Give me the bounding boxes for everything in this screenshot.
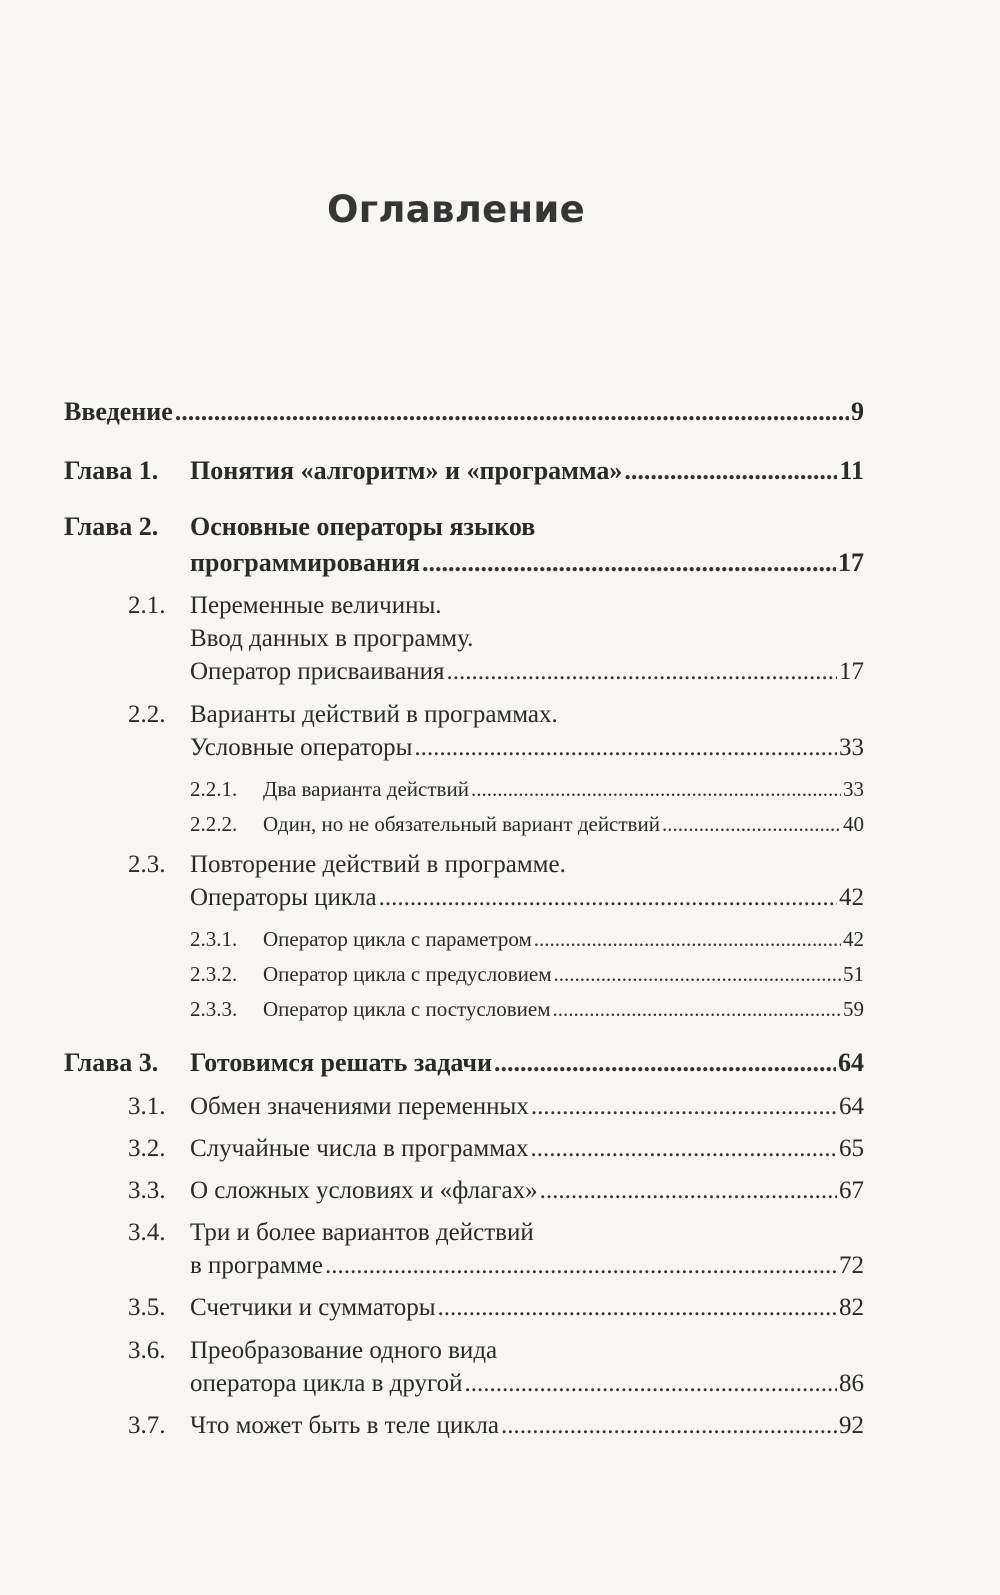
dot-leader <box>534 923 841 955</box>
toc-entry-title: О сложных условиях и «флагах» <box>190 1177 538 1204</box>
toc-page-number: 72 <box>839 1252 864 1279</box>
toc-entry-section-3-2[interactable] <box>0 1133 1000 1165</box>
toc-entry-section-2-3[interactable] <box>0 849 1000 881</box>
dot-leader <box>175 396 849 428</box>
toc-entry-subsection-2-3-1[interactable] <box>0 923 1000 955</box>
toc-page-number: 59 <box>843 997 864 1021</box>
toc-page-number: 65 <box>839 1135 864 1162</box>
toc-page-number: 9 <box>851 397 864 426</box>
toc-entry-title: в программе <box>190 1252 324 1279</box>
toc-section-number: 3.4. <box>128 1219 166 1246</box>
toc-entry-title: Понятия «алгоритм» и «программа» <box>190 456 623 485</box>
toc-section-number: 2.1. <box>128 592 166 619</box>
toc-page-number: 40 <box>843 812 864 836</box>
dot-leader <box>471 773 841 805</box>
dot-leader <box>438 1292 837 1324</box>
toc-entry-title: Оператор цикла с предусловием <box>263 962 552 986</box>
toc-subsection-number: 2.3.1. <box>190 927 238 951</box>
toc-entry-title: Оператор цикла с параметром <box>263 927 532 951</box>
dot-leader <box>530 1133 837 1165</box>
toc-entry-section-3-6[interactable] <box>0 1335 1000 1367</box>
dot-leader <box>540 1175 837 1207</box>
toc-entry-subsection-2-2-1[interactable] <box>0 773 1000 805</box>
toc-chapter-number: Глава 3. <box>64 1048 159 1077</box>
toc-entry-title: Два варианта действий <box>263 777 469 801</box>
toc-entry-title: Повторение действий в программе. <box>190 851 566 878</box>
toc-entry-title: Обмен значениями переменных <box>190 1093 529 1120</box>
toc-section-number: 2.3. <box>128 851 166 878</box>
dot-leader <box>325 1250 837 1282</box>
dot-leader <box>553 993 842 1025</box>
toc-page-number: 11 <box>839 456 864 485</box>
toc-entry-title: Преобразование одного вида <box>190 1337 498 1364</box>
toc-entry-title: Готовимся решать задачи <box>190 1048 493 1077</box>
toc-page-number: 86 <box>839 1370 864 1397</box>
toc-section-number: 2.2. <box>128 701 166 728</box>
toc-entry-section-3-3[interactable] <box>0 1175 1000 1207</box>
toc-entry-section-3-5[interactable] <box>0 1292 1000 1324</box>
toc-entry-title: оператора цикла в другой <box>190 1370 463 1397</box>
toc-entry-title: Оператор присваивания <box>190 658 445 685</box>
dot-leader <box>624 455 837 487</box>
toc-page-number: 64 <box>839 1093 864 1120</box>
toc-page-number: 92 <box>839 1412 864 1439</box>
toc-entry-section-3-1[interactable] <box>0 1091 1000 1123</box>
dot-leader <box>414 732 837 764</box>
toc-entry-title: Счетчики и сумматоры <box>190 1294 436 1321</box>
toc-entry-chapter-2-cont[interactable] <box>0 547 1000 579</box>
toc-entry-chapter-1[interactable] <box>0 455 1000 487</box>
toc-entry-subsection-2-3-2[interactable] <box>0 958 1000 990</box>
toc-entry-title: Случайные числа в программах <box>190 1135 529 1162</box>
toc-page-number: 42 <box>843 927 864 951</box>
toc-subsection-number: 2.2.1. <box>190 777 238 801</box>
toc-chapter-number: Глава 2. <box>64 512 159 541</box>
toc-section-number: 3.5. <box>128 1294 166 1321</box>
toc-page-number: 82 <box>839 1294 864 1321</box>
toc-page-number: 17 <box>838 548 864 577</box>
toc-page-number: 33 <box>839 734 864 761</box>
dot-leader <box>501 1410 837 1442</box>
toc-page-number: 42 <box>839 884 864 911</box>
toc-section-number: 3.7. <box>128 1412 166 1439</box>
dot-leader <box>494 1047 836 1079</box>
toc-entry-title: Введение <box>64 397 173 426</box>
dot-leader <box>662 808 841 840</box>
toc-entry-section-3-7[interactable] <box>0 1410 1000 1442</box>
toc-entry-title: программирования <box>190 548 420 577</box>
toc-entry-section-2-1[interactable] <box>0 590 1000 622</box>
toc-entry-section-3-4[interactable] <box>0 1217 1000 1249</box>
toc-entry-section-2-1-cont2[interactable] <box>0 656 1000 688</box>
dot-leader <box>553 958 841 990</box>
dot-leader <box>446 656 837 688</box>
toc-entry-section-2-1-cont[interactable] <box>0 623 1000 655</box>
dot-leader <box>422 547 836 579</box>
toc-entry-title: Оператор цикла с постусловием <box>263 997 551 1021</box>
toc-page-number: 64 <box>838 1048 864 1077</box>
dot-leader <box>465 1368 837 1400</box>
toc-entry-title: Что может быть в теле цикла <box>190 1412 499 1439</box>
page-title: Оглавление <box>326 188 586 231</box>
toc-subsection-number: 2.2.2. <box>190 812 238 836</box>
toc-entry-title: Ввод данных в программу. <box>190 625 474 652</box>
toc-entry-title: Варианты действий в программах. <box>190 701 558 728</box>
toc-entry-title: Переменные величины. <box>190 592 442 619</box>
toc-entry-section-3-6-cont[interactable] <box>0 1368 1000 1400</box>
toc-page-number: 17 <box>839 658 864 685</box>
toc-chapter-number: Глава 1. <box>64 456 159 485</box>
toc-entry-title: Три и более вариантов действий <box>190 1219 534 1246</box>
toc-page-number: 33 <box>843 777 864 801</box>
toc-section-number: 3.3. <box>128 1177 166 1204</box>
toc-entry-section-2-2[interactable] <box>0 699 1000 731</box>
toc-entry-section-2-3-cont[interactable] <box>0 882 1000 914</box>
toc-entry-title: Операторы цикла <box>190 884 377 911</box>
toc-section-number: 3.6. <box>128 1337 166 1364</box>
toc-section-number: 3.2. <box>128 1135 166 1162</box>
toc-page-number: 51 <box>843 962 864 986</box>
toc-entry-section-3-4-cont[interactable] <box>0 1250 1000 1282</box>
toc-entry-chapter-3[interactable] <box>0 1047 1000 1079</box>
toc-entry-intro[interactable] <box>0 396 1000 428</box>
toc-page-number: 67 <box>839 1177 864 1204</box>
toc-entry-section-2-2-cont[interactable] <box>0 732 1000 764</box>
toc-entry-title: Один, но не обязательный вариант действий <box>263 812 660 836</box>
toc-subsection-number: 2.3.2. <box>190 962 238 986</box>
toc-entry-title: Основные операторы языков <box>190 512 536 541</box>
toc-subsection-number: 2.3.3. <box>190 997 238 1021</box>
toc-entry-title: Условные операторы <box>190 734 413 761</box>
toc-entry-subsection-2-2-2[interactable] <box>0 808 1000 840</box>
toc-entry-chapter-2[interactable] <box>0 511 1000 543</box>
toc-section-number: 3.1. <box>128 1093 166 1120</box>
dot-leader <box>531 1091 837 1123</box>
toc-entry-subsection-2-3-3[interactable] <box>0 993 1000 1025</box>
dot-leader <box>379 882 837 914</box>
